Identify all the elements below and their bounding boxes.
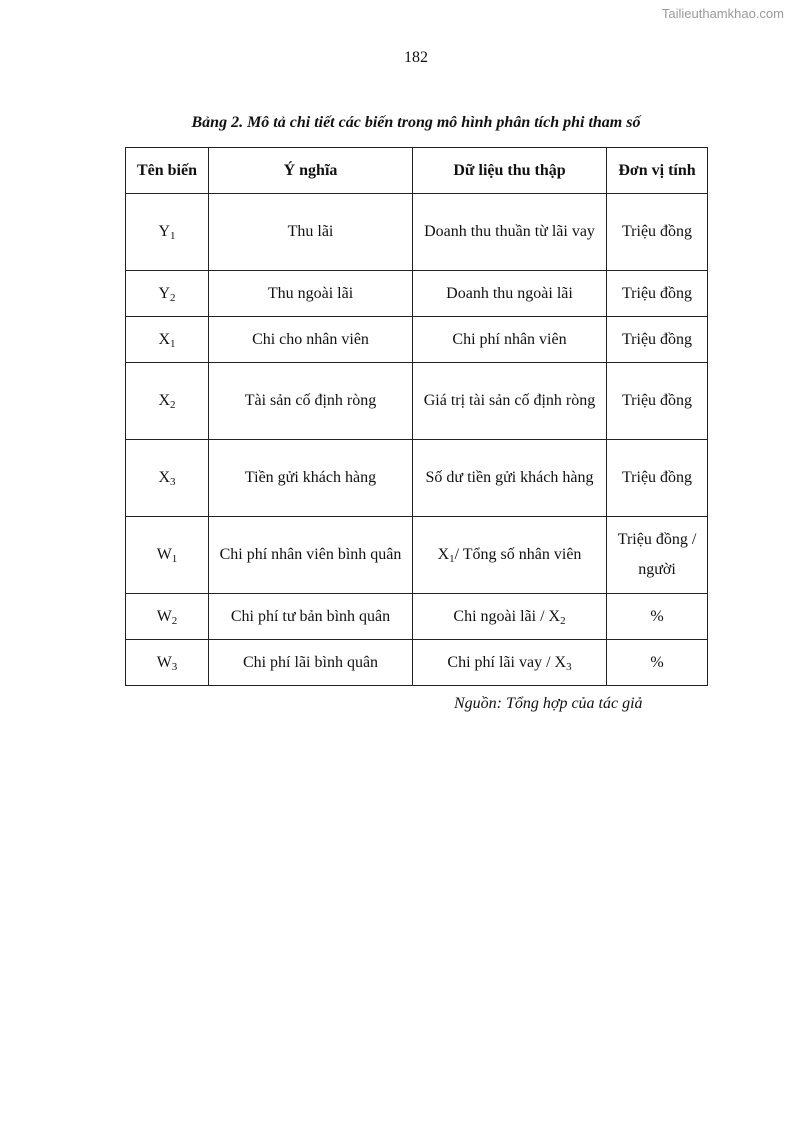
data-text: Chi phí nhân viên [452, 330, 567, 348]
cell-variable-name [126, 594, 209, 640]
cell-data-collected [413, 517, 607, 594]
data-subscript: 3 [566, 660, 572, 673]
variable-symbol: W [156, 546, 172, 563]
variable-symbol: X [158, 330, 171, 348]
header-data-collected: Dữ liệu thu thập [413, 148, 607, 194]
variable-subscript: 2 [170, 291, 176, 304]
variable-subscript: 1 [171, 553, 178, 565]
cell-variable-name [126, 271, 209, 317]
data-text: Doanh thu ngoài lãi [446, 284, 573, 302]
table-row [126, 594, 708, 640]
header-meaning: Ý nghĩa [209, 148, 413, 194]
header-unit: Đơn vị tính [607, 148, 708, 194]
cell-unit: Triệu đồng [607, 271, 708, 317]
data-text: Chi ngoài lãi / X [453, 607, 561, 625]
cell-data-collected [413, 271, 607, 317]
variable-symbol: Y [158, 223, 171, 240]
table-caption: Bảng 2. Mô tả chi tiết các biến trong mô hình phân tích phi tham số [191, 114, 641, 131]
data-text: Số dư tiền gửi khách hàng [425, 469, 594, 486]
cell-unit: Triệu đồng [607, 317, 708, 363]
table-row [126, 194, 708, 271]
cell-meaning: Thu lãi [209, 194, 413, 271]
cell-variable-name [126, 517, 209, 594]
cell-variable-name [126, 194, 209, 271]
cell-meaning: Tiền gửi khách hàng [209, 440, 413, 517]
variable-subscript: 1 [170, 230, 176, 242]
cell-data-collected [413, 640, 607, 686]
cell-meaning: Chi phí lãi bình quân [209, 640, 413, 686]
table-row [126, 317, 708, 363]
cell-meaning: Chi phí nhân viên bình quân [209, 517, 413, 594]
data-text-suffix: / Tổng số nhân viên [454, 546, 582, 563]
data-text: X [437, 546, 450, 563]
source-note: Nguồn: Tổng hợp của tác giả [454, 695, 643, 712]
cell-meaning: Thu ngoài lãi [209, 271, 413, 317]
data-text: Giá trị tài sản cố định ròng [423, 392, 596, 409]
table-row [126, 271, 708, 317]
cell-unit: Triệu đồng [607, 194, 708, 271]
cell-variable-name [126, 317, 209, 363]
cell-variable-name [126, 440, 209, 517]
cell-data-collected [413, 594, 607, 640]
table-row [126, 363, 708, 440]
cell-unit: Triệu đồng [607, 363, 708, 440]
variable-symbol: W [156, 653, 172, 671]
variable-symbol: X [158, 392, 171, 409]
cell-unit: Triệu đồng / người [607, 517, 708, 594]
variable-subscript: 3 [170, 476, 176, 488]
variable-symbol: X [158, 469, 171, 486]
table-row [126, 440, 708, 517]
cell-unit: % [607, 594, 708, 640]
variable-subscript: 1 [170, 337, 176, 350]
variable-subscript: 2 [170, 399, 176, 411]
table-header-row [126, 148, 708, 194]
cell-unit: Triệu đồng [607, 440, 708, 517]
variables-table [125, 147, 708, 686]
table-row [126, 640, 708, 686]
data-text: Chi phí lãi vay / X [447, 653, 567, 671]
cell-data-collected [413, 194, 607, 271]
cell-unit: % [607, 640, 708, 686]
variable-symbol: W [156, 607, 172, 625]
cell-data-collected [413, 363, 607, 440]
page-number: 182 [404, 49, 428, 66]
variable-subscript: 2 [171, 614, 178, 627]
header-variable-name: Tên biến [126, 148, 209, 194]
cell-meaning: Chi cho nhân viên [209, 317, 413, 363]
variable-symbol: Y [158, 284, 171, 302]
cell-meaning: Tài sản cố định ròng [209, 363, 413, 440]
cell-variable-name [126, 640, 209, 686]
cell-data-collected [413, 440, 607, 517]
cell-data-collected [413, 317, 607, 363]
data-text: Doanh thu thuần từ lãi vay [424, 223, 595, 240]
cell-meaning: Chi phí tư bản bình quân [209, 594, 413, 640]
table-row [126, 517, 708, 594]
cell-variable-name [126, 363, 209, 440]
variable-subscript: 3 [171, 660, 178, 673]
data-subscript: 1 [449, 553, 455, 565]
watermark: Tailieuthamkhao.com [661, 6, 784, 21]
data-subscript: 2 [560, 614, 566, 627]
